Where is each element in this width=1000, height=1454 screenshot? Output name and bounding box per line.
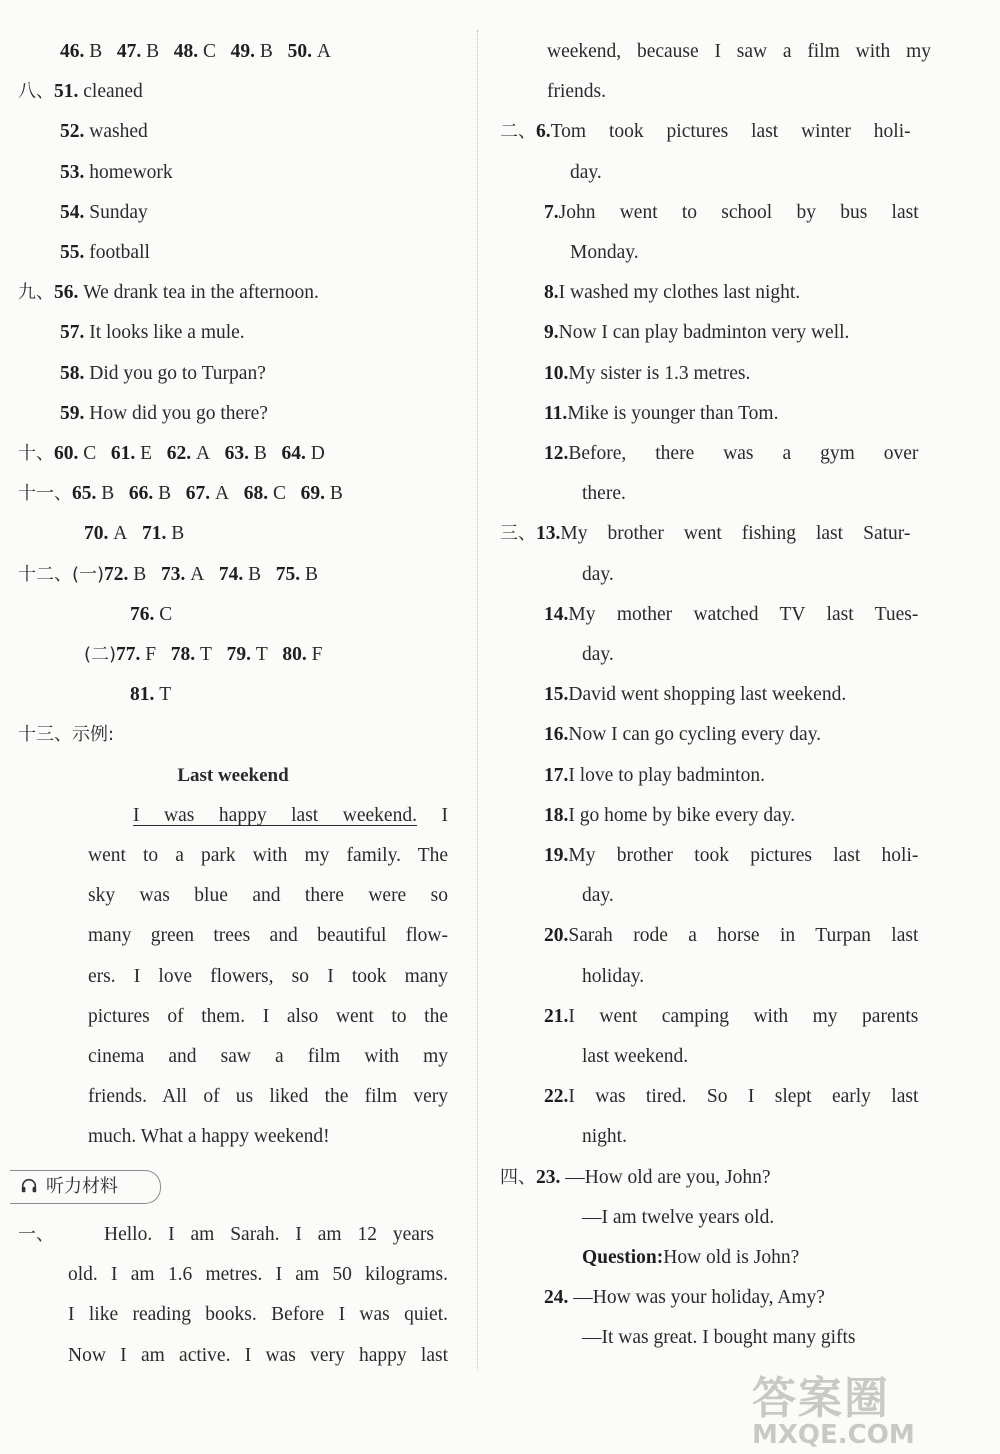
listening-line xyxy=(68,1336,448,1376)
answer-text: B xyxy=(255,41,273,62)
section-marker: 十二、 xyxy=(18,563,72,585)
section-marker: 二、 xyxy=(500,121,536,143)
question-number: 69. xyxy=(300,483,326,505)
question-number: 73. xyxy=(160,563,186,585)
answer-text: day. xyxy=(570,161,602,183)
part-marker: (二) xyxy=(84,644,117,665)
spacer xyxy=(268,644,283,665)
dialogue-text: —It was great. I bought many gifts xyxy=(582,1327,856,1349)
listening-text: I like reading books. Before I was quiet. xyxy=(68,1304,448,1326)
answer-row xyxy=(544,796,932,836)
answer-row xyxy=(60,354,266,394)
question-number: 51. xyxy=(54,81,79,103)
essay-line xyxy=(88,997,448,1037)
answer-text: My sister is 1.3 metres. xyxy=(568,362,751,384)
answer-text: F xyxy=(306,644,323,665)
question-number: 49. xyxy=(230,41,256,62)
question-number: 56. xyxy=(54,282,79,304)
dialogue-row xyxy=(500,1158,771,1198)
answer-continuation xyxy=(570,233,639,273)
question-number: 16. xyxy=(544,724,569,746)
listening-label: 听力材料 xyxy=(46,1176,118,1197)
essay-text: friends. All of us liked the film very xyxy=(88,1086,448,1108)
question-number: 54. xyxy=(60,201,85,223)
continued-line xyxy=(547,32,931,72)
spacer xyxy=(229,483,244,504)
question-number: 65. xyxy=(72,483,97,505)
listening-line xyxy=(18,1215,448,1255)
answer-text: Sunday xyxy=(84,201,148,223)
answer-text: A xyxy=(108,523,128,545)
question-number: 7. xyxy=(544,201,559,223)
answer-text: C xyxy=(268,483,287,505)
answer-row xyxy=(544,756,932,796)
question-number: 79. xyxy=(226,644,251,665)
answer-continuation xyxy=(582,474,626,514)
listening-line xyxy=(68,1255,448,1295)
answer-row xyxy=(60,233,150,273)
question-number: 75. xyxy=(275,563,301,585)
answer-text: A xyxy=(210,483,230,505)
question-row xyxy=(582,1238,799,1278)
answer-row xyxy=(544,675,932,715)
answer-row xyxy=(544,313,932,353)
question-number: 47. xyxy=(116,41,142,62)
question-number: 21. xyxy=(544,1005,569,1027)
answer-text: David went shopping last weekend. xyxy=(568,684,847,706)
answer-text: B xyxy=(84,41,103,62)
answer-text: B xyxy=(325,483,343,505)
answer-text: B xyxy=(166,523,185,545)
answer-text: My brother went fishing last Satur- xyxy=(560,523,911,545)
question-number: 52. xyxy=(60,121,85,143)
question-number: 64. xyxy=(281,443,306,464)
question-number: 12. xyxy=(544,443,569,464)
answer-text: John went to school by bus last xyxy=(558,201,919,223)
answer-text: B xyxy=(96,483,115,505)
section-marker: 九、 xyxy=(18,282,54,304)
answer-text: A xyxy=(311,41,331,62)
essay-line xyxy=(88,836,448,876)
section-marker: 十一、 xyxy=(18,483,72,505)
essay-text: much. What a happy weekend! xyxy=(88,1126,330,1148)
answer-text: Now I can go cycling every day. xyxy=(568,724,822,746)
question-number: 76. xyxy=(130,603,155,625)
question-number: 20. xyxy=(544,925,569,947)
question-number: 8. xyxy=(544,282,559,304)
answer-text: A xyxy=(191,443,211,464)
question-number: 46. xyxy=(60,41,85,62)
spacer xyxy=(114,483,129,504)
answer-row xyxy=(84,514,184,554)
spacer xyxy=(267,443,282,464)
spacer xyxy=(212,644,227,665)
answer-text: F xyxy=(140,644,157,665)
part-marker: (一) xyxy=(72,563,105,585)
answer-row xyxy=(544,193,932,233)
spacer xyxy=(159,41,174,62)
essay-title xyxy=(18,756,448,796)
question-number: 10. xyxy=(544,362,569,384)
dialogue-text: —I am twelve years old. xyxy=(582,1206,775,1228)
answer-row xyxy=(500,112,932,152)
essay-line xyxy=(88,916,448,956)
answer-row xyxy=(544,394,932,434)
answer-row xyxy=(18,273,319,313)
listening-text: old. I am 1.6 metres. I am 50 kilograms. xyxy=(68,1264,448,1286)
answer-text: night. xyxy=(582,1126,627,1148)
answer-text: C xyxy=(78,443,97,464)
answer-row xyxy=(544,434,932,474)
essay-line xyxy=(88,1117,448,1157)
essay-line xyxy=(88,957,448,997)
answer-text: washed xyxy=(84,121,148,143)
question-number: 60. xyxy=(54,443,79,464)
essay-line xyxy=(133,796,448,836)
question-number: 58. xyxy=(60,362,85,384)
answer-text: B xyxy=(243,563,262,585)
dialogue-text: —How old are you, John? xyxy=(560,1166,771,1188)
answer-text: T xyxy=(154,684,172,706)
question-number: 22. xyxy=(544,1086,569,1108)
answer-text: How did you go there? xyxy=(84,402,268,424)
answer-row xyxy=(544,836,932,876)
answer-row xyxy=(544,273,932,313)
answer-text: day. xyxy=(582,644,614,665)
answer-row xyxy=(84,635,322,675)
headphones-icon xyxy=(20,1177,38,1195)
answer-text: day. xyxy=(582,885,614,907)
section-marker: 四、 xyxy=(500,1166,536,1188)
essay-text: cinema and saw a film with my xyxy=(88,1046,448,1067)
answer-text: Monday. xyxy=(570,242,639,263)
question-number: 70. xyxy=(84,523,109,545)
question-number: 71. xyxy=(141,523,167,545)
spacer xyxy=(273,41,288,62)
watermark-domain: MXQE.COM xyxy=(752,1420,915,1450)
spacer xyxy=(171,483,186,504)
answer-continuation xyxy=(582,1037,688,1077)
answer-text: Now I can play badminton very well. xyxy=(558,322,850,344)
site-watermark xyxy=(752,1362,982,1450)
listening-material-tag xyxy=(10,1170,161,1204)
section-heading xyxy=(18,715,114,755)
spacer xyxy=(210,443,225,464)
spacer xyxy=(261,564,276,585)
spacer xyxy=(156,644,171,665)
answer-text: My mother watched TV last Tues- xyxy=(568,603,919,625)
answer-row xyxy=(544,916,932,956)
spacer xyxy=(204,564,219,585)
section-marker: 八、 xyxy=(18,81,54,103)
listening-text: Hello. I am Sarah. I am 12 years xyxy=(104,1224,434,1245)
essay-text: I xyxy=(416,804,448,826)
answer-text: holiday. xyxy=(582,965,645,987)
answer-row xyxy=(60,153,173,193)
question-number: 66. xyxy=(128,483,154,505)
answer-text: B xyxy=(128,563,147,585)
spacer xyxy=(127,523,142,544)
answer-row xyxy=(18,555,318,595)
question-number: 9. xyxy=(544,322,559,344)
answer-text: We drank tea in the afternoon. xyxy=(78,282,319,304)
answer-text: It looks like a mule. xyxy=(84,322,245,344)
question-number: 53. xyxy=(60,161,85,183)
answer-text: B xyxy=(300,563,319,585)
answer-text: Mike is younger than Tom. xyxy=(567,402,779,424)
answer-text: My brother took pictures last holi- xyxy=(568,845,919,866)
answer-text: D xyxy=(305,443,325,464)
essay-text: pictures of them. I also went to the xyxy=(88,1005,448,1027)
answer-row xyxy=(544,1077,932,1117)
answer-text: football xyxy=(84,242,150,263)
question-number: 6. xyxy=(536,121,551,143)
question-number: 80. xyxy=(282,644,307,665)
section-marker: 十、 xyxy=(18,443,54,464)
question-number: 17. xyxy=(544,764,569,786)
answer-continuation xyxy=(570,153,602,193)
answer-row xyxy=(544,997,932,1037)
answer-row xyxy=(60,394,268,434)
question-number: 18. xyxy=(544,804,569,826)
answer-text: C xyxy=(154,603,173,625)
answer-row xyxy=(60,193,148,233)
answer-continuation xyxy=(582,635,614,675)
essay-text: sky was blue and there were so xyxy=(88,885,448,907)
question-number: 13. xyxy=(536,523,561,545)
question-number: 68. xyxy=(243,483,269,505)
dialogue-row xyxy=(544,1278,825,1318)
answer-row xyxy=(130,675,171,715)
answer-text: B xyxy=(141,41,160,62)
spacer xyxy=(286,483,301,504)
listening-text: friends. xyxy=(547,81,607,103)
question-number: 19. xyxy=(544,845,569,866)
answer-text: C xyxy=(198,41,217,62)
answer-text: Sarah rode a horse in Turpan last xyxy=(568,925,919,947)
section-marker: 一、 xyxy=(18,1224,54,1245)
answer-row xyxy=(18,434,325,474)
dialogue-text: —How was your holiday, Amy? xyxy=(568,1287,825,1309)
answer-row xyxy=(60,32,331,72)
answer-text: I went camping with my parents xyxy=(568,1005,919,1027)
answer-row xyxy=(544,715,932,755)
answer-text: cleaned xyxy=(78,81,143,103)
answer-text: I love to play badminton. xyxy=(568,764,765,786)
section-marker: 三、 xyxy=(500,523,536,545)
question-text: How old is John? xyxy=(663,1247,800,1268)
question-number: 50. xyxy=(287,41,312,62)
answer-text: day. xyxy=(582,563,614,585)
question-label: Question: xyxy=(582,1247,664,1268)
answer-row xyxy=(500,514,932,554)
answer-text: last weekend. xyxy=(582,1046,689,1067)
section-marker: 十三、示例: xyxy=(18,724,115,746)
essay-title-text: Last weekend xyxy=(177,764,289,786)
answer-text: Before, there was a gym over xyxy=(568,443,919,464)
spacer xyxy=(102,41,117,62)
essay-line xyxy=(88,1037,448,1077)
answer-text: E xyxy=(135,443,153,464)
question-number: 63. xyxy=(224,443,250,464)
answer-text: I go home by bike every day. xyxy=(568,804,796,826)
question-number: 67. xyxy=(185,483,211,505)
answer-text: B xyxy=(249,443,267,464)
listening-text: weekend, because I saw a film with my xyxy=(547,41,931,62)
question-number: 74. xyxy=(218,563,244,585)
spacer xyxy=(152,443,167,464)
answer-text: A xyxy=(185,563,205,585)
answer-row xyxy=(130,595,172,635)
question-number: 15. xyxy=(544,684,569,706)
answer-text: T xyxy=(250,644,268,665)
answer-row xyxy=(544,354,932,394)
answer-text: homework xyxy=(84,161,173,183)
spacer xyxy=(96,443,111,464)
question-number: 23. xyxy=(536,1166,561,1188)
answer-text: Did you go to Turpan? xyxy=(84,362,266,384)
question-number: 72. xyxy=(104,563,129,585)
essay-line xyxy=(88,1077,448,1117)
essay-text: ers. I love flowers, so I took many xyxy=(88,965,448,987)
dialogue-row xyxy=(582,1318,856,1358)
question-number: 55. xyxy=(60,242,85,263)
answer-text: I washed my clothes last night. xyxy=(558,282,801,304)
answer-text: I was tired. So I slept early last xyxy=(568,1086,919,1108)
answer-continuation xyxy=(582,555,614,595)
answer-text: T xyxy=(195,644,212,665)
listening-text: Now I am active. I was very happy last xyxy=(68,1344,448,1366)
essay-text: many green trees and beautiful flow- xyxy=(88,925,448,947)
question-number: 24. xyxy=(544,1287,569,1309)
answer-text: there. xyxy=(582,483,626,505)
column-divider xyxy=(477,30,478,1370)
answer-row xyxy=(18,72,143,112)
continued-line xyxy=(547,72,931,112)
watermark-logo-text: 答案圈 xyxy=(752,1373,890,1424)
answer-text: Tom took pictures last winter holi- xyxy=(550,121,911,143)
answer-row xyxy=(18,474,343,514)
question-number: 77. xyxy=(116,644,141,665)
answer-row xyxy=(544,595,932,635)
question-number: 81. xyxy=(130,684,155,706)
question-number: 11. xyxy=(544,402,568,424)
answer-continuation xyxy=(582,876,614,916)
listening-line xyxy=(68,1295,448,1335)
essay-line xyxy=(88,876,448,916)
answer-text: B xyxy=(153,483,172,505)
question-number: 48. xyxy=(173,41,199,62)
answer-continuation xyxy=(582,1117,627,1157)
question-number: 59. xyxy=(60,402,85,424)
question-number: 14. xyxy=(544,603,569,625)
answer-continuation xyxy=(582,957,644,997)
answer-row xyxy=(60,313,245,353)
essay-text: went to a park with my family. The xyxy=(88,845,448,866)
question-number: 61. xyxy=(110,443,136,464)
question-number: 57. xyxy=(60,322,85,344)
dialogue-row xyxy=(582,1198,774,1238)
answer-row xyxy=(60,112,148,152)
spacer xyxy=(216,41,231,62)
question-number: 78. xyxy=(170,644,196,665)
spacer xyxy=(146,564,161,585)
question-number: 62. xyxy=(166,443,192,464)
essay-underlined-sentence: I was happy last weekend. xyxy=(133,804,417,826)
